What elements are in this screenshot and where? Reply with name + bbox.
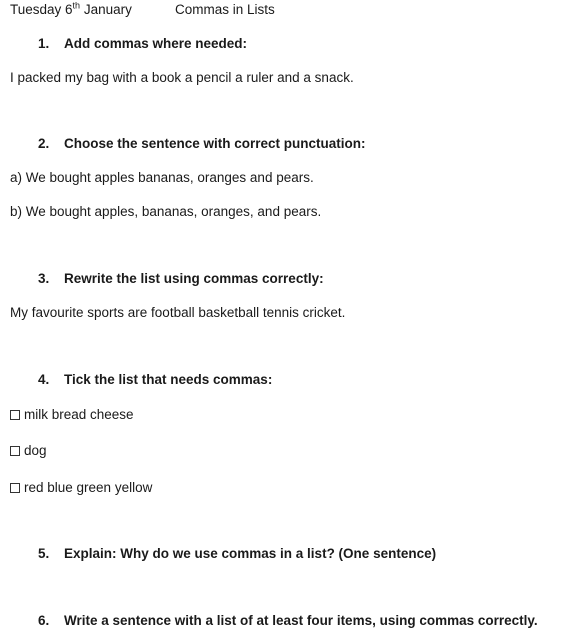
date-ordinal: th — [72, 0, 81, 11]
checkbox-icon[interactable] — [10, 446, 20, 456]
header-date — [10, 2, 132, 17]
question-1-sentence: I packed my bag with a book a pencil a ruler and a snack. — [10, 70, 354, 85]
question-2-option-b: b) We bought apples, bananas, oranges, and pears. — [10, 204, 322, 219]
question-2-option-a: a) We bought apples bananas, oranges and pears. — [10, 170, 314, 185]
checkbox-icon[interactable] — [10, 483, 20, 493]
question-4-title — [38, 372, 272, 387]
question-1-text: Add commas where needed: — [64, 36, 248, 51]
question-4-option-3[interactable] — [10, 480, 152, 495]
question-1-number: 1. — [38, 36, 50, 51]
question-6-title — [38, 613, 538, 628]
question-3-title — [38, 271, 324, 286]
question-5-text: Explain: Why do we use commas in a list? (One sentence) — [64, 546, 437, 561]
question-6-text: Write a sentence with a list of at least four items, using commas correctly. — [64, 613, 538, 628]
question-1-title — [38, 36, 247, 51]
question-2-text: Choose the sentence with correct punctuation: — [64, 136, 366, 151]
question-5-title — [38, 546, 436, 561]
worksheet-title: Commas in Lists — [175, 2, 275, 17]
question-2-title — [38, 136, 366, 151]
option-3-label: red blue green yellow — [24, 480, 153, 495]
question-5-number: 5. — [38, 546, 50, 561]
date-day: Tuesday 6 — [10, 2, 73, 17]
date-month: January — [80, 2, 132, 17]
question-4-number: 4. — [38, 372, 50, 387]
question-2-number: 2. — [38, 136, 50, 151]
question-6-number: 6. — [38, 613, 50, 628]
option-1-label: milk bread cheese — [24, 407, 134, 422]
question-4-option-1[interactable] — [10, 407, 134, 422]
question-4-text: Tick the list that needs commas: — [64, 372, 273, 387]
question-4-option-2[interactable] — [10, 443, 47, 458]
question-3-text: Rewrite the list using commas correctly: — [64, 271, 324, 286]
question-3-number: 3. — [38, 271, 50, 286]
checkbox-icon[interactable] — [10, 410, 20, 420]
option-2-label: dog — [24, 443, 47, 458]
question-3-sentence: My favourite sports are football basketball tennis cricket. — [10, 305, 346, 320]
